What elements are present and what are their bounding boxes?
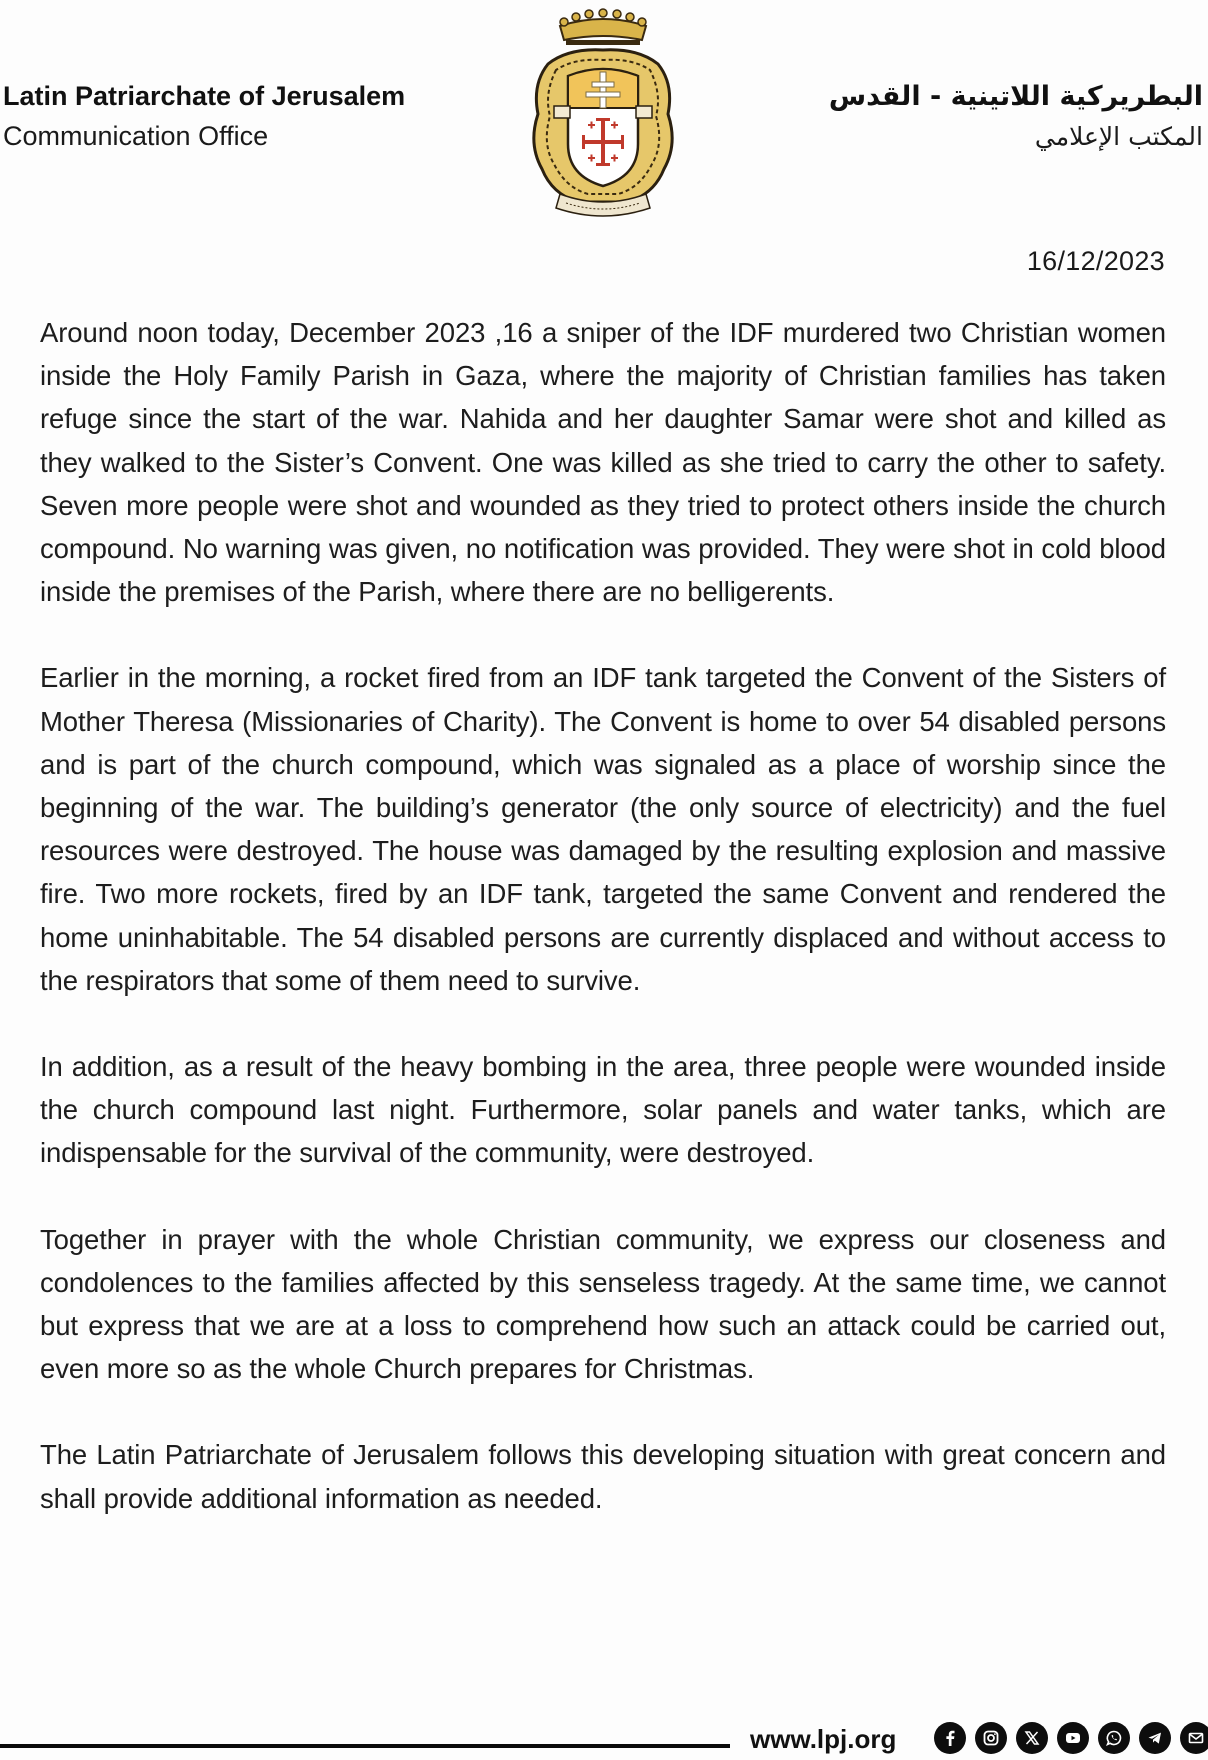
paragraph: Earlier in the morning, a rocket fired from an IDF tank targeted the Convent of the Sisters of Mother Theresa (Missionaries of Charity). The Convent is home to over 54 disabled persons and is part of the church compound, which was signaled as a place of worship since the beginning of the war. The building’s generator (the only source of electricity) and the fuel resources were destroyed. The house was damaged by the resulting explosion and massive fire. Two more rockets, fired by an IDF tank, targeted the same Convent and rendered the home uninhabitable. The 54 disabled persons are currently displaced and without access to the respirators that some of them need to survive.	[40, 662, 1166, 996]
paragraph: Together in prayer with the whole Christian community, we express our closeness and condolences to the families affected by this senseless tragedy. At the same time, we cannot but express that we are at a loss to comprehend how such an attack could be carried out, even more so as the whole Church prepares for Christmas.	[40, 1223, 1166, 1385]
org-name-ar: البطريركية اللاتينية - القدس	[828, 81, 1203, 112]
paragraph: The Latin Patriarchate of Jerusalem follows this developing situation with great concern and shall provide additional information as needed.	[40, 1439, 1166, 1514]
paragraph: Around noon today, December 2023 ,16 a sniper of the IDF murdered two Christian women inside the Holy Family Parish in Gaza, where the majority of Christian families has taken refuge since the start of the war. Nahida and her daughter Samar were shot and killed as they walked to the Sister’s Convent. One was killed as she tried to carry the other to safety. Seven more people were shot and wounded as they tried to protect others inside the church compound. No warning was given, no notification was provided. They were shot in cold blood inside the premises of the Parish, where there are no belligerents.	[40, 317, 1166, 608]
coat-of-arms-icon	[518, 4, 688, 222]
instagram-icon[interactable]	[975, 1722, 1007, 1754]
footer-divider	[0, 1744, 730, 1748]
social-links	[934, 1722, 1208, 1754]
crown-icon	[560, 9, 646, 45]
telegram-icon[interactable]	[1139, 1722, 1171, 1754]
header-left	[3, 78, 405, 158]
office-name-ar: المكتب الإعلامي	[1034, 122, 1203, 151]
whatsapp-icon[interactable]	[1098, 1722, 1130, 1754]
email-icon[interactable]	[1180, 1722, 1208, 1754]
x-icon[interactable]	[1016, 1722, 1048, 1754]
facebook-icon[interactable]	[934, 1722, 966, 1754]
statement-body	[40, 311, 1166, 1563]
youtube-icon[interactable]	[1057, 1722, 1089, 1754]
website-link[interactable]: www.lpj.org	[750, 1724, 897, 1754]
office-name-en: Communication Office	[3, 121, 269, 151]
org-name-en: Latin Patriarchate of Jerusalem	[3, 81, 406, 111]
header-right	[829, 78, 1203, 158]
paragraph: In addition, as a result of the heavy bombing in the area, three people were wounded inside the church compound last night. Furthermore, solar panels and water tanks, which are indispensable for the survival of the community, were destroyed.	[40, 1051, 1166, 1169]
statement-date: 16/12/2023	[1026, 246, 1165, 276]
